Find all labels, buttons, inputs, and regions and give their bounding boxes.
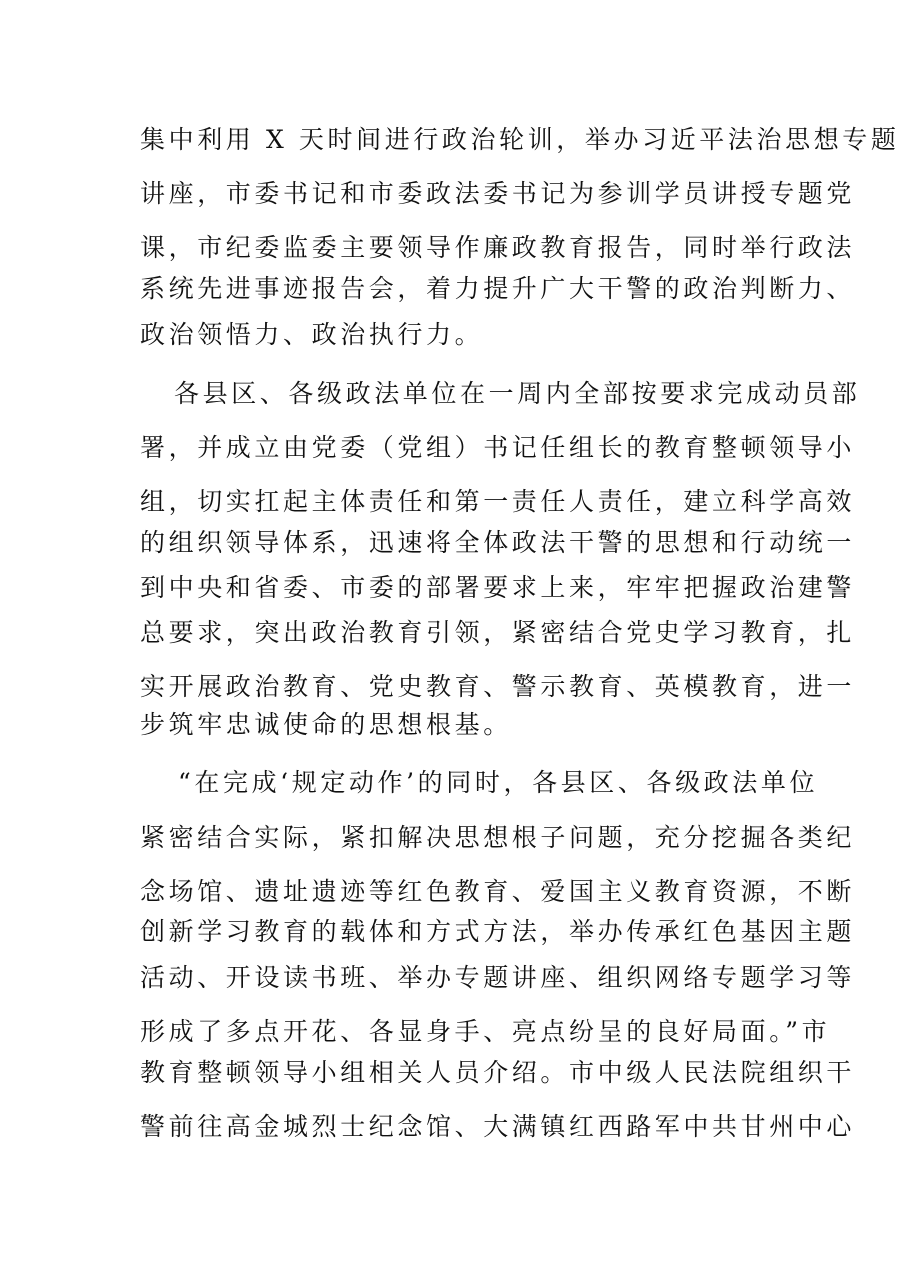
paragraph-3-line-8: 警前往高金城烈士纪念馆、大满镇红西路军中共甘州中心 [140,1112,856,1141]
paragraph-3-line-6: 形成了多点开花、各显身手、亮点纷呈的良好局面。”市 [140,1017,831,1046]
paragraph-3-line-5: 活动、开设读书班、举办专题讲座、组织网络专题学习等 [140,963,856,992]
paragraph-2-line-5: 到中央和省委、市委的部署要求上来，牢牢把握政治建警 [140,573,856,602]
paragraph-1-line-4: 系统先进事迹报告会，着力提升广大干警的政治判断力、 [140,274,856,303]
paragraph-2-line-1: 各县区、各级政法单位在一周内全部按要求完成动员部 [174,379,861,408]
paragraph-2-line-8: 步筑牢忠诚使命的思想根基。 [140,710,512,739]
paragraph-3-line-3: 念场馆、遗址遗迹等红色教育、爱国主义教育资源，不断 [140,877,856,906]
paragraph-2-line-3: 组，切实扛起主体责任和第一责任人责任，建立科学高效 [140,487,856,516]
paragraph-1-line-3: 课，市纪委监委主要领导作廉政教育报告，同时举行政法 [140,233,856,262]
paragraph-1-line-1: 集中利用 X 天时间进行政治轮训，举办习近平法治思想专题 [140,125,900,154]
paragraph-3-line-7: 教育整顿领导小组相关人员介绍。市中级人民法院组织干 [140,1058,856,1087]
paragraph-1-line-2: 讲座，市委书记和市委政法委书记为参训学员讲授专题党 [140,179,856,208]
paragraph-2-line-6: 总要求，突出政治教育引领，紧密结合党史学习教育，扎 [140,618,856,647]
paragraph-3-line-2: 紧密结合实际，紧扣解决思想根子问题，充分挖掘各类纪 [140,823,856,852]
paragraph-2-line-2: 署，并成立由党委（党组）书记任组长的教育整顿领导小 [140,433,856,462]
paragraph-2-line-7: 实开展政治教育、党史教育、警示教育、英模教育，进一 [140,672,856,701]
paragraph-1-line-5: 政治领悟力、政治执行力。 [140,320,484,349]
paragraph-2-line-4: 的组织领导体系，迅速将全体政法干警的思想和行动统一 [140,528,856,557]
paragraph-3-line-1: “在完成‘规定动作’的同时，各县区、各级政法单位 [178,768,819,797]
paragraph-3-line-4: 创新学习教育的载体和方式方法，举办传承红色基因主题 [140,917,856,946]
